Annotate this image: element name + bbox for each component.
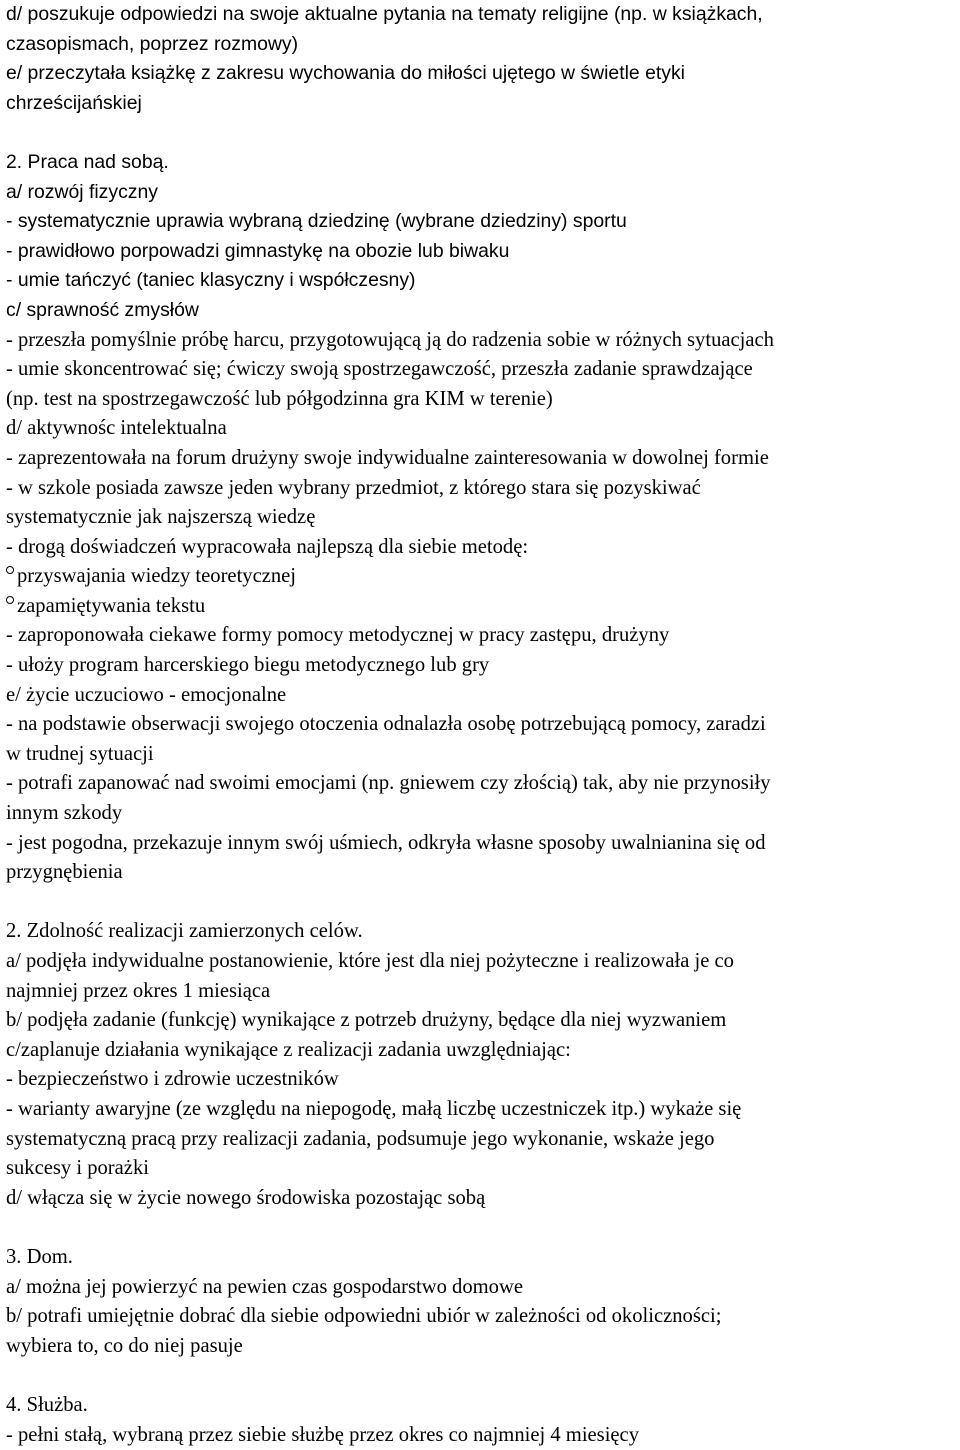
text-line: b/ potrafi umiejętnie dobrać dla siebie odpowiedni ubiór w zależności od okoliczności; — [6, 1302, 960, 1332]
text-line: - warianty awaryjne (ze względu na niepogodę, małą liczbę uczestniczek itp.) wykaże się — [6, 1095, 960, 1125]
text-line: b/ podjęła zadanie (funkcję) wynikające z potrzeb drużyny, będące dla niej wyzwaniem — [6, 1006, 960, 1036]
text-line: - jest pogodna, przekazuje innym swój uśmiech, odkryła własne sposoby uwalnianina się od — [6, 829, 960, 859]
text-line: - drogą doświadczeń wypracowała najlepszą dla siebie metodę: — [6, 533, 960, 563]
text-line: - przeszła pomyślnie próbę harcu, przygotowującą ją do radzenia sobie w różnych sytuacjach — [6, 326, 960, 356]
text-line: sukcesy i porażki — [6, 1154, 960, 1184]
section-heading: 2. Zdolność realizacji zamierzonych celów. — [6, 917, 960, 947]
text-line: (np. test na spostrzegawczość lub półgodzinna gra KIM w terenie) — [6, 385, 960, 415]
text-line: d/ aktywnośc intelektualna — [6, 414, 960, 444]
degree-bullet-icon — [6, 566, 14, 574]
text-line: a/ podjęła indywidualne postanowienie, które jest dla niej pożyteczne i realizowała je co — [6, 947, 960, 977]
bullet-text: przyswajania wiedzy teoretycznej — [17, 565, 296, 587]
text-line: - prawidłowo porpowadzi gimnastykę na obozie lub biwaku — [6, 237, 960, 267]
paragraph-gap — [6, 118, 960, 148]
text-line: - potrafi zapanować nad swoimi emocjami (np. gniewem czy złością) tak, aby nie przynosiły — [6, 769, 960, 799]
text-line: wybiera to, co do niej pasuje — [6, 1332, 960, 1362]
text-line: przygnębienia — [6, 858, 960, 888]
bullet-text: zapamiętywania tekstu — [17, 595, 205, 617]
text-line: c/zaplanuje działania wynikające z realizacji zadania uwzględniając: — [6, 1036, 960, 1066]
intro-line: chrześcijańskiej — [6, 89, 960, 119]
text-line: d/ włącza się w życie nowego środowiska pozostając sobą — [6, 1184, 960, 1214]
text-line: w trudnej sytuacji — [6, 740, 960, 770]
text-line: - umie tańczyć (taniec klasyczny i współczesny) — [6, 266, 960, 296]
text-line: a/ rozwój fizyczny — [6, 178, 960, 208]
bullet-item — [6, 592, 960, 622]
degree-bullet-icon — [6, 596, 14, 604]
text-line: - bezpieczeństwo i zdrowie uczestników — [6, 1065, 960, 1095]
paragraph-gap — [6, 888, 960, 918]
intro-line: czasopismach, poprzez rozmowy) — [6, 30, 960, 60]
text-line: systematyczną pracą przy realizacji zadania, podsumuje jego wykonanie, wskaże jego — [6, 1125, 960, 1155]
section-heading: 3. Dom. — [6, 1243, 960, 1273]
text-line: - ułoży program harcerskiego biegu metodycznego lub gry — [6, 651, 960, 681]
text-line: a/ można jej powierzyć na pewien czas gospodarstwo domowe — [6, 1273, 960, 1303]
text-line: innym szkody — [6, 799, 960, 829]
text-line: - systematycznie uprawia wybraną dziedzinę (wybrane dziedziny) sportu — [6, 207, 960, 237]
text-line: e/ życie uczuciowo - emocjonalne — [6, 681, 960, 711]
text-line: - zaprezentowała na forum drużyny swoje indywidualne zainteresowania w dowolnej formie — [6, 444, 960, 474]
text-line: - zaproponowała ciekawe formy pomocy metodycznej w pracy zastępu, drużyny — [6, 621, 960, 651]
section-heading: 2. Praca nad sobą. — [6, 148, 960, 178]
paragraph-gap — [6, 1213, 960, 1243]
text-line: c/ sprawność zmysłów — [6, 296, 960, 326]
text-line: - umie skoncentrować się; ćwiczy swoją spostrzegawczość, przeszła zadanie sprawdzające — [6, 355, 960, 385]
text-line: - pełni stałą, wybraną przez siebie służbę przez okres co najmniej 4 miesięcy — [6, 1421, 960, 1450]
text-line: - w szkole posiada zawsze jeden wybrany przedmiot, z którego stara się pozyskiwać — [6, 474, 960, 504]
intro-line: e/ przeczytała książkę z zakresu wychowania do miłości ujętego w świetle etyki — [6, 59, 960, 89]
intro-line: d/ poszukuje odpowiedzi na swoje aktualne pytania na tematy religijne (np. w książkach, — [6, 0, 960, 30]
paragraph-gap — [6, 1361, 960, 1391]
text-line: najmniej przez okres 1 miesiąca — [6, 977, 960, 1007]
section-heading: 4. Służba. — [6, 1391, 960, 1421]
bullet-item — [6, 562, 960, 592]
document-page — [6, 0, 960, 1450]
text-line: systematycznie jak najszerszą wiedzę — [6, 503, 960, 533]
text-line: - na podstawie obserwacji swojego otoczenia odnalazła osobę potrzebującą pomocy, zaradzi — [6, 710, 960, 740]
